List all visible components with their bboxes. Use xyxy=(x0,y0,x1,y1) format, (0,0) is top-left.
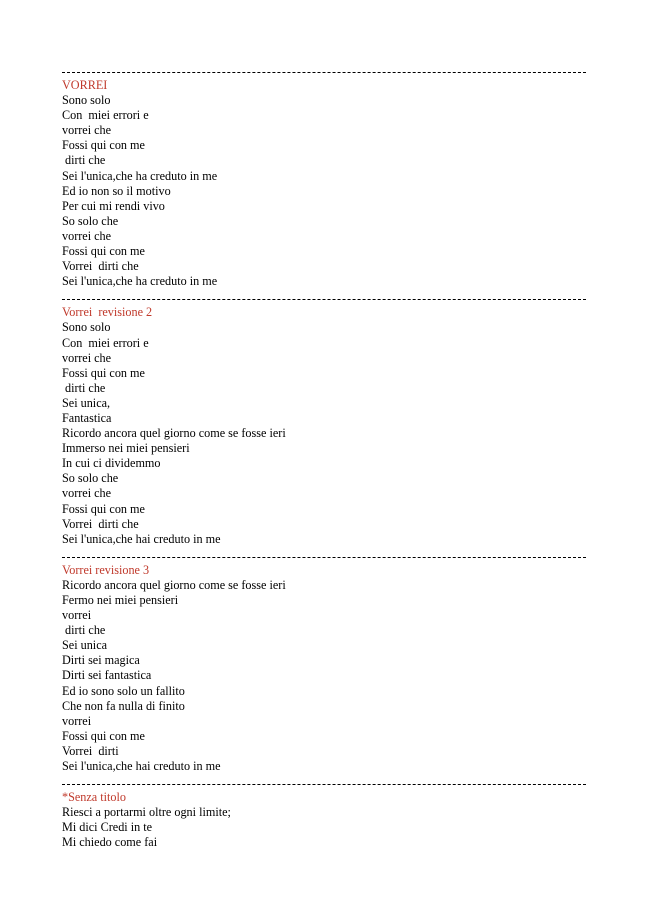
poem-line: Riesci a portarmi oltre ogni limite; xyxy=(62,805,231,820)
poem-line: Con miei errori e xyxy=(62,335,149,350)
section-divider xyxy=(62,547,586,558)
poem-line: Per cui mi rendi vivo xyxy=(62,198,165,213)
poem-line: Sono solo xyxy=(62,93,111,108)
poem-line: Fermo nei miei pensieri xyxy=(62,593,179,607)
poem-line: Vorrei dirti che xyxy=(62,516,139,531)
document-page xyxy=(62,62,586,851)
poem-section-revisione-2 xyxy=(62,289,586,547)
poem-line: Fossi qui con me xyxy=(62,244,145,259)
poem-line: Vorrei dirti che xyxy=(62,259,139,274)
poem-line: vorrei che xyxy=(62,486,112,501)
poem-line: Dirti sei fantastica xyxy=(62,668,152,683)
poem-line: Sono solo xyxy=(62,320,111,335)
poem-line: dirti che xyxy=(62,623,106,638)
poem-line: Vorrei dirti xyxy=(62,743,119,758)
poem-line: Sei l'unica,che hai creduto in me xyxy=(62,531,221,546)
poem-line: Con miei errori e xyxy=(62,108,149,123)
poem-line: Ricordo ancora quel giorno come se fosse ieri xyxy=(62,577,286,592)
poem-line: Sei l'unica,che ha creduto in me xyxy=(62,274,218,289)
poem-line: dirti che xyxy=(62,153,106,168)
poem-line: Mi dici Credi in te xyxy=(62,820,153,835)
poem-line: dirti che xyxy=(62,380,106,395)
poem-line: Sei unica, xyxy=(62,395,111,410)
poem-line: Che non fa nulla di finito xyxy=(62,698,185,713)
poem-line: Mi chiedo come fai xyxy=(62,835,158,850)
section-title: Vorrei revisione 2 xyxy=(62,305,153,320)
poem-line: vorrei che xyxy=(62,123,112,138)
poem-line: Sei unica xyxy=(62,638,108,653)
poem-line: Ricordo ancora quel giorno come se fosse ieri xyxy=(62,426,286,441)
section-divider xyxy=(62,774,586,785)
poem-line: So solo che xyxy=(62,213,119,228)
poem-line: Fossi qui con me xyxy=(62,728,145,743)
section-divider xyxy=(62,62,586,73)
poem-line: Fossi qui con me xyxy=(62,138,145,153)
section-divider xyxy=(62,289,586,300)
poem-line: vorrei xyxy=(62,608,92,623)
poem-section-revisione-3 xyxy=(62,547,586,774)
poem-line: vorrei xyxy=(62,713,92,728)
poem-line: vorrei che xyxy=(62,350,112,365)
poem-line: Dirti sei magica xyxy=(62,653,140,668)
poem-section-vorrei xyxy=(62,62,586,289)
poem-line: Fossi qui con me xyxy=(62,501,145,516)
section-title: *Senza titolo xyxy=(62,790,126,805)
poem-line: vorrei che xyxy=(62,228,112,243)
poem-line: Ed io non so il motivo xyxy=(62,183,171,198)
poem-line: Sei l'unica,che hai creduto in me xyxy=(62,759,221,774)
section-title: VORREI xyxy=(62,78,108,92)
poem-line: Immerso nei miei pensieri xyxy=(62,441,190,456)
poem-line: Ed io sono solo un fallito xyxy=(62,683,185,698)
poem-line: So solo che xyxy=(62,471,119,486)
poem-line: Fossi qui con me xyxy=(62,365,145,380)
poem-section-senza-titolo xyxy=(62,774,586,850)
poem-line: Fantastica xyxy=(62,410,112,425)
poem-line: Sei l'unica,che ha creduto in me xyxy=(62,168,218,183)
section-title: Vorrei revisione 3 xyxy=(62,562,150,577)
poem-line: In cui ci dividemmo xyxy=(62,456,161,471)
